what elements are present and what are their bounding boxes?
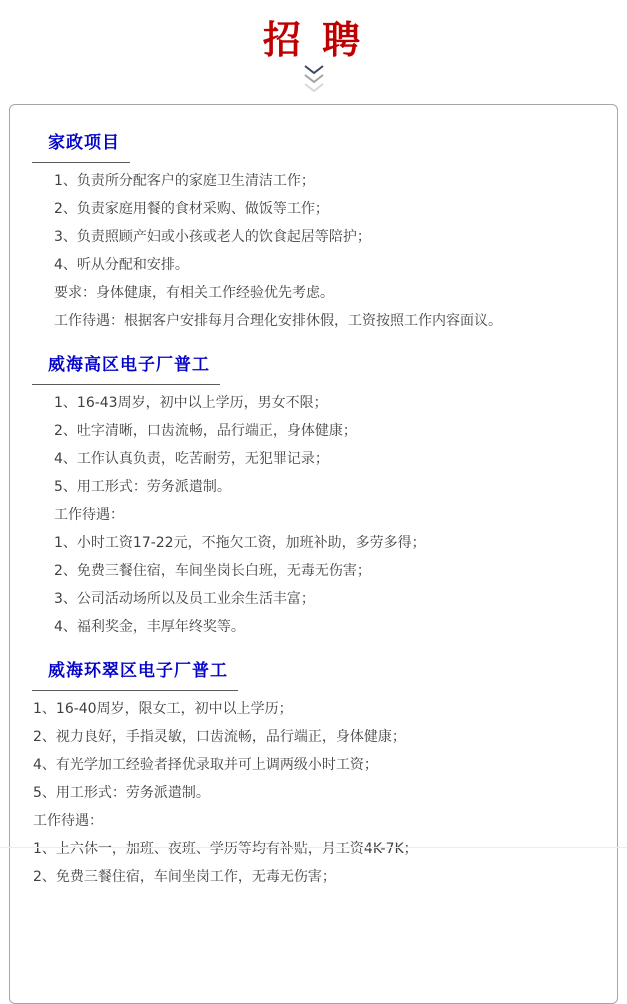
list-item: 4、福利奖金，丰厚年终奖等。 xyxy=(54,618,245,635)
list-item: 5、用工形式：劳务派遣制。 xyxy=(54,478,231,495)
list-item: 1、上六休一，加班、夜班、学历等均有补贴，月工资4K-7K； xyxy=(33,840,418,857)
list-item: 3、负责照顾产妇或小孩或老人的饮食起居等陪护； xyxy=(54,228,371,245)
benefits-label: 工作待遇： xyxy=(33,812,103,829)
section-heading: 家政项目 xyxy=(32,133,130,163)
benefits-line: 工作待遇：根据客户安排每月合理化安排休假，工资按照工作内容面议。 xyxy=(54,312,502,329)
list-item: 1、16-43周岁，初中以上学历，男女不限； xyxy=(54,394,328,411)
page-title: 招 聘 xyxy=(262,18,365,62)
list-item: 2、吐字清晰，口齿流畅，品行端正，身体健康； xyxy=(54,422,357,439)
list-item: 1、负责所分配客户的家庭卫生清洁工作； xyxy=(54,172,315,189)
list-item: 2、免费三餐住宿，车间坐岗长白班，无毒无伤害； xyxy=(54,562,371,579)
section-body xyxy=(24,700,601,887)
list-item: 2、负责家庭用餐的食材采购、做饭等工作； xyxy=(54,200,329,217)
chevrons-down-icon xyxy=(0,63,627,95)
section-heading: 威海高区电子厂普工 xyxy=(32,355,220,385)
list-item: 2、免费三餐住宿，车间坐岗工作，无毒无伤害； xyxy=(33,868,336,885)
list-item: 1、16-40周岁，限女工，初中以上学历； xyxy=(33,700,293,717)
requirements-line: 要求：身体健康，有相关工作经验优先考虑。 xyxy=(54,284,334,301)
section-heading: 威海环翠区电子厂普工 xyxy=(32,661,238,691)
section-body xyxy=(24,394,601,637)
section-huancui-factory xyxy=(24,661,601,887)
bottom-divider xyxy=(0,847,627,848)
list-item: 4、有光学加工经验者择优录取并可上调两级小时工资； xyxy=(33,756,378,773)
list-item: 2、视力良好，手指灵敏，口齿流畅，品行端正，身体健康； xyxy=(33,728,406,745)
page-header xyxy=(0,0,627,95)
list-item: 3、公司活动场所以及员工业余生活丰富； xyxy=(54,590,315,607)
list-item: 4、听从分配和安排。 xyxy=(54,256,189,273)
benefits-label: 工作待遇： xyxy=(54,506,124,523)
section-body xyxy=(24,172,601,331)
recruitment-content-box xyxy=(9,104,618,1004)
section-housekeeping xyxy=(24,133,601,331)
section-gaoqu-factory xyxy=(24,355,601,637)
list-item: 4、工作认真负责，吃苦耐劳，无犯罪记录； xyxy=(54,450,329,467)
list-item: 5、用工形式：劳务派遣制。 xyxy=(33,784,210,801)
list-item: 1、小时工资17-22元，不拖欠工资，加班补助，多劳多得； xyxy=(54,534,426,551)
